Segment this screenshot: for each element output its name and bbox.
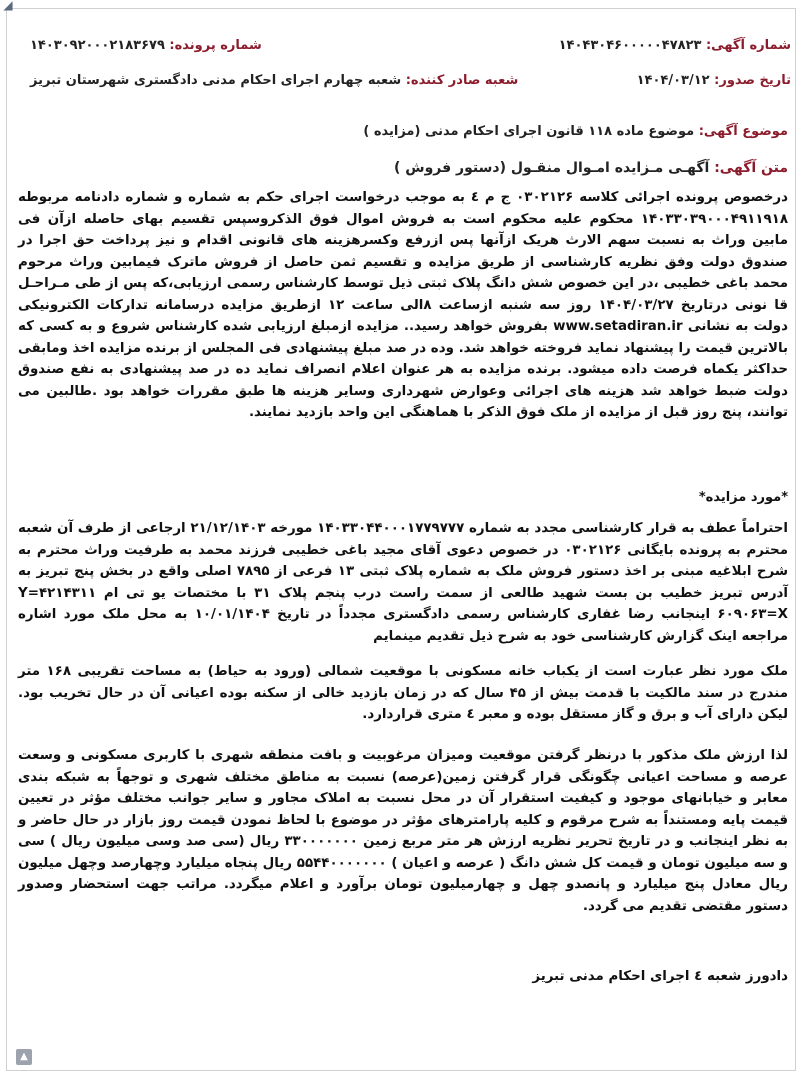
auction-item-heading: *مورد مزایده* [698, 490, 788, 505]
notice-number-value: ۱۴۰۴۳۰۴۶۰۰۰۰۰۴۷۸۲۳ [558, 38, 702, 53]
notice-paragraph-3: ملک مورد نظر عبارت است از یکباب خانه مسکونی با موقعیت شمالی (ورود به حیاط) به مساحت تقریبی ۱۶۸ متر مندرج در سند مالکیت با قدمت بیش از ۴۵ سال که در زمان بازدید خالی از سکنه بوده اعیانی آن در حال تخریب بود. لیکن دارای آب و برق و گاز مستقل بوده و معبر ٤ متری قراردارد. [18, 664, 789, 722]
arrow-up-icon[interactable]: ▲ [16, 1049, 32, 1065]
subject-value: موضوع ماده ۱۱۸ قانون اجرای احکام مدنی (مزایده ) [363, 124, 695, 139]
issue-date-value: ۱۴۰۴/۰۳/۱۲ [636, 73, 710, 88]
subject [363, 124, 788, 139]
issuer-value: شعبه چهارم اجرای احکام مدنی دادگستری شهرستان تبریز [30, 73, 402, 88]
issuer [30, 73, 518, 88]
text-heading-value: آگهـی مـزایده امـوال منقـول (دستور فروش ) [394, 160, 710, 176]
case-number-label: شماره پرونده: [169, 38, 262, 53]
scroll-corner-icon[interactable]: ◢ [3, 0, 13, 12]
case-number [30, 38, 262, 53]
notice-paragraph-4: لذا ارزش ملک مذکور با درنظر گرفتن موقعیت ومیزان مرغوبیت و بافت منطقه شهری با کاربری مسکونی و وسعت عرصه و مساحت اعیانی چگونگی قرار گرفتن زمین(عرصه) نسبت به مناطق مختلف شهری و توجهاً به شبکه بندی معابر و خیابانهای موجود و کیفیت استقرار آن در محل نسبت به املاک مجاور و سایر جوانب مختلف مؤثر در تعیین قیمت پایه ومستنداً به شرح مرقوم و کلیه پارامترهای مؤثر در موضوع با لحاظ نمودن قیمت روز بازار در حال حاضر و به نظر اینجانب و در تاریخ تحریر نظریه ارزش هر متر مربع زمین ۳۳۰۰۰۰۰۰۰ ریال (سی صد وسی میلیون ریال ) سی و سه میلیون تومان و قیمت کل شش دانگ ( عرصه و اعیان ) ۵۵۴۴۰۰۰۰۰۰۰ ریال پنجاه میلیارد وچهارصد وچهل میلیون ریال معادل پنج میلیارد و پانصدو چهل و چهارمیلیون تومان برآورد و اعلام میگردد. مراتب جهت استحضار وصدور دستور مقتضی تقدیم می گردد. [18, 748, 788, 914]
issue-date [637, 73, 791, 88]
text-heading [394, 160, 788, 176]
text-heading-label: متن آگهی: [714, 160, 788, 176]
notice-number [559, 38, 791, 53]
case-number-value: ۱۴۰۳۰۹۲۰۰۰۲۱۸۳۶۷۹ [30, 38, 165, 53]
subject-label: موضوع آگهی: [698, 124, 788, 139]
issuer-label: شعبه صادر کننده: [405, 73, 519, 88]
notice-paragraph-1: درخصوص پرونده اجرائی کلاسه ۰۳۰۲۱۲۶ ج م ٤ به موجب درخواست اجرای حکم به شماره و شماره دادنامه مربوطه ۱۴۰۳۳۰۳۹۰۰۰۴۹۱۱۹۱۸ محکوم علیه محکوم است به فروش اموال فوق الذکروسپس تقسیم بهای حاصله ازآن فی مابین وراث به نسبت سهم الارث هریک ازآنها پس ازرفع وکسرهزینه های قانونی اقدام و نیز پرداخت حق اجرا در صندوق دولت وفق نظریه کارشناسی از طریق مزایده و تقسیم ثمن حاصل از فروش ماترک فیمابین وراث مرحوم محمد باغی خطیبی ،در این خصوص شش دانگ پلاک ثبتی ذیل توسط کارشناس رسمی ارزیابی،که پس از طی مـراحـل قا نونی درتاریخ ۱۴۰۴/۰۳/۲۷ روز سه شنبه ازساعت ۸الی ساعت ۱۲ ازطریق مزایده درسامانه تدارکات الکترونیکی دولت به نشانی www.setadiran.ir بفروش خواهد رسید.. مزایده ازمبلغ ارزیابی شده کارشناس شروع و به کسی که بالاترین قیمت را پیشنهاد نماید فروخته خواهد شد. وده در صد مبلغ پیشنهادی فی المجلس از برنده مزایده اخذ ومابقی حداکثر یکماه فرصت داده میشود. برنده مزایده به هر عنوان اعلام انصراف نماید ده در صد پیشنهادی به نفع صندوق دولت ضبط خواهد شد هزینه های اجرائی وعوارض شهرداری وسایر هزینه ها طبق مقررات خواهد بود .طالبین می توانند، پنج روز قبل از مزایده از ملک فوق الذکر با هماهنگی این واحد بازدید نمایند. [18, 190, 789, 420]
signature: دادورز شعبه ٤ اجرای احکام مدنی تبریز [532, 969, 788, 984]
issue-date-label: تاریخ صدور: [714, 73, 791, 88]
notice-number-label: شماره آگهی: [705, 38, 791, 53]
notice-paragraph-2: احتراماً عطف به قرار کارشناسی مجدد به شماره ۱۴۰۳۳۰۴۴۰۰۰۱۷۷۹۷۷۷ مورخه ۲۱/۱۲/۱۴۰۳ ارجاعی از طرف آن شعبه محترم به پرونده بایگانی ۰۳۰۲۱۲۶ در خصوص دعوی آقای مجید باغی خطیبی فرزند محمد به طرفیت وراث محترم به شرح ابلاغیه مبنی بر اخذ دستور فروش ملک به شماره پلاک ثبتی ۱۳ فرعی از ۷۸۹۵ اصلی واقع در بخش پنج تبریز به آدرس تبریز خطیب بن بست شهید طالعی از سمت راست درب پنجم پلاک ۳۱ با مختصات یو تی ام ۴۲۱۴۳۱۱=Y ۶۰۹۰۶۳=X اینجانب رضا غفاری کارشناس رسمی دادگستری مجدداً در تاریخ ۱۰/۰۱/۱۴۰۴ به محل ملک مورد اشاره مراجعه اینک گزارش کارشناسی خود به شرح ذیل تقدیم مینمایم [18, 521, 789, 644]
